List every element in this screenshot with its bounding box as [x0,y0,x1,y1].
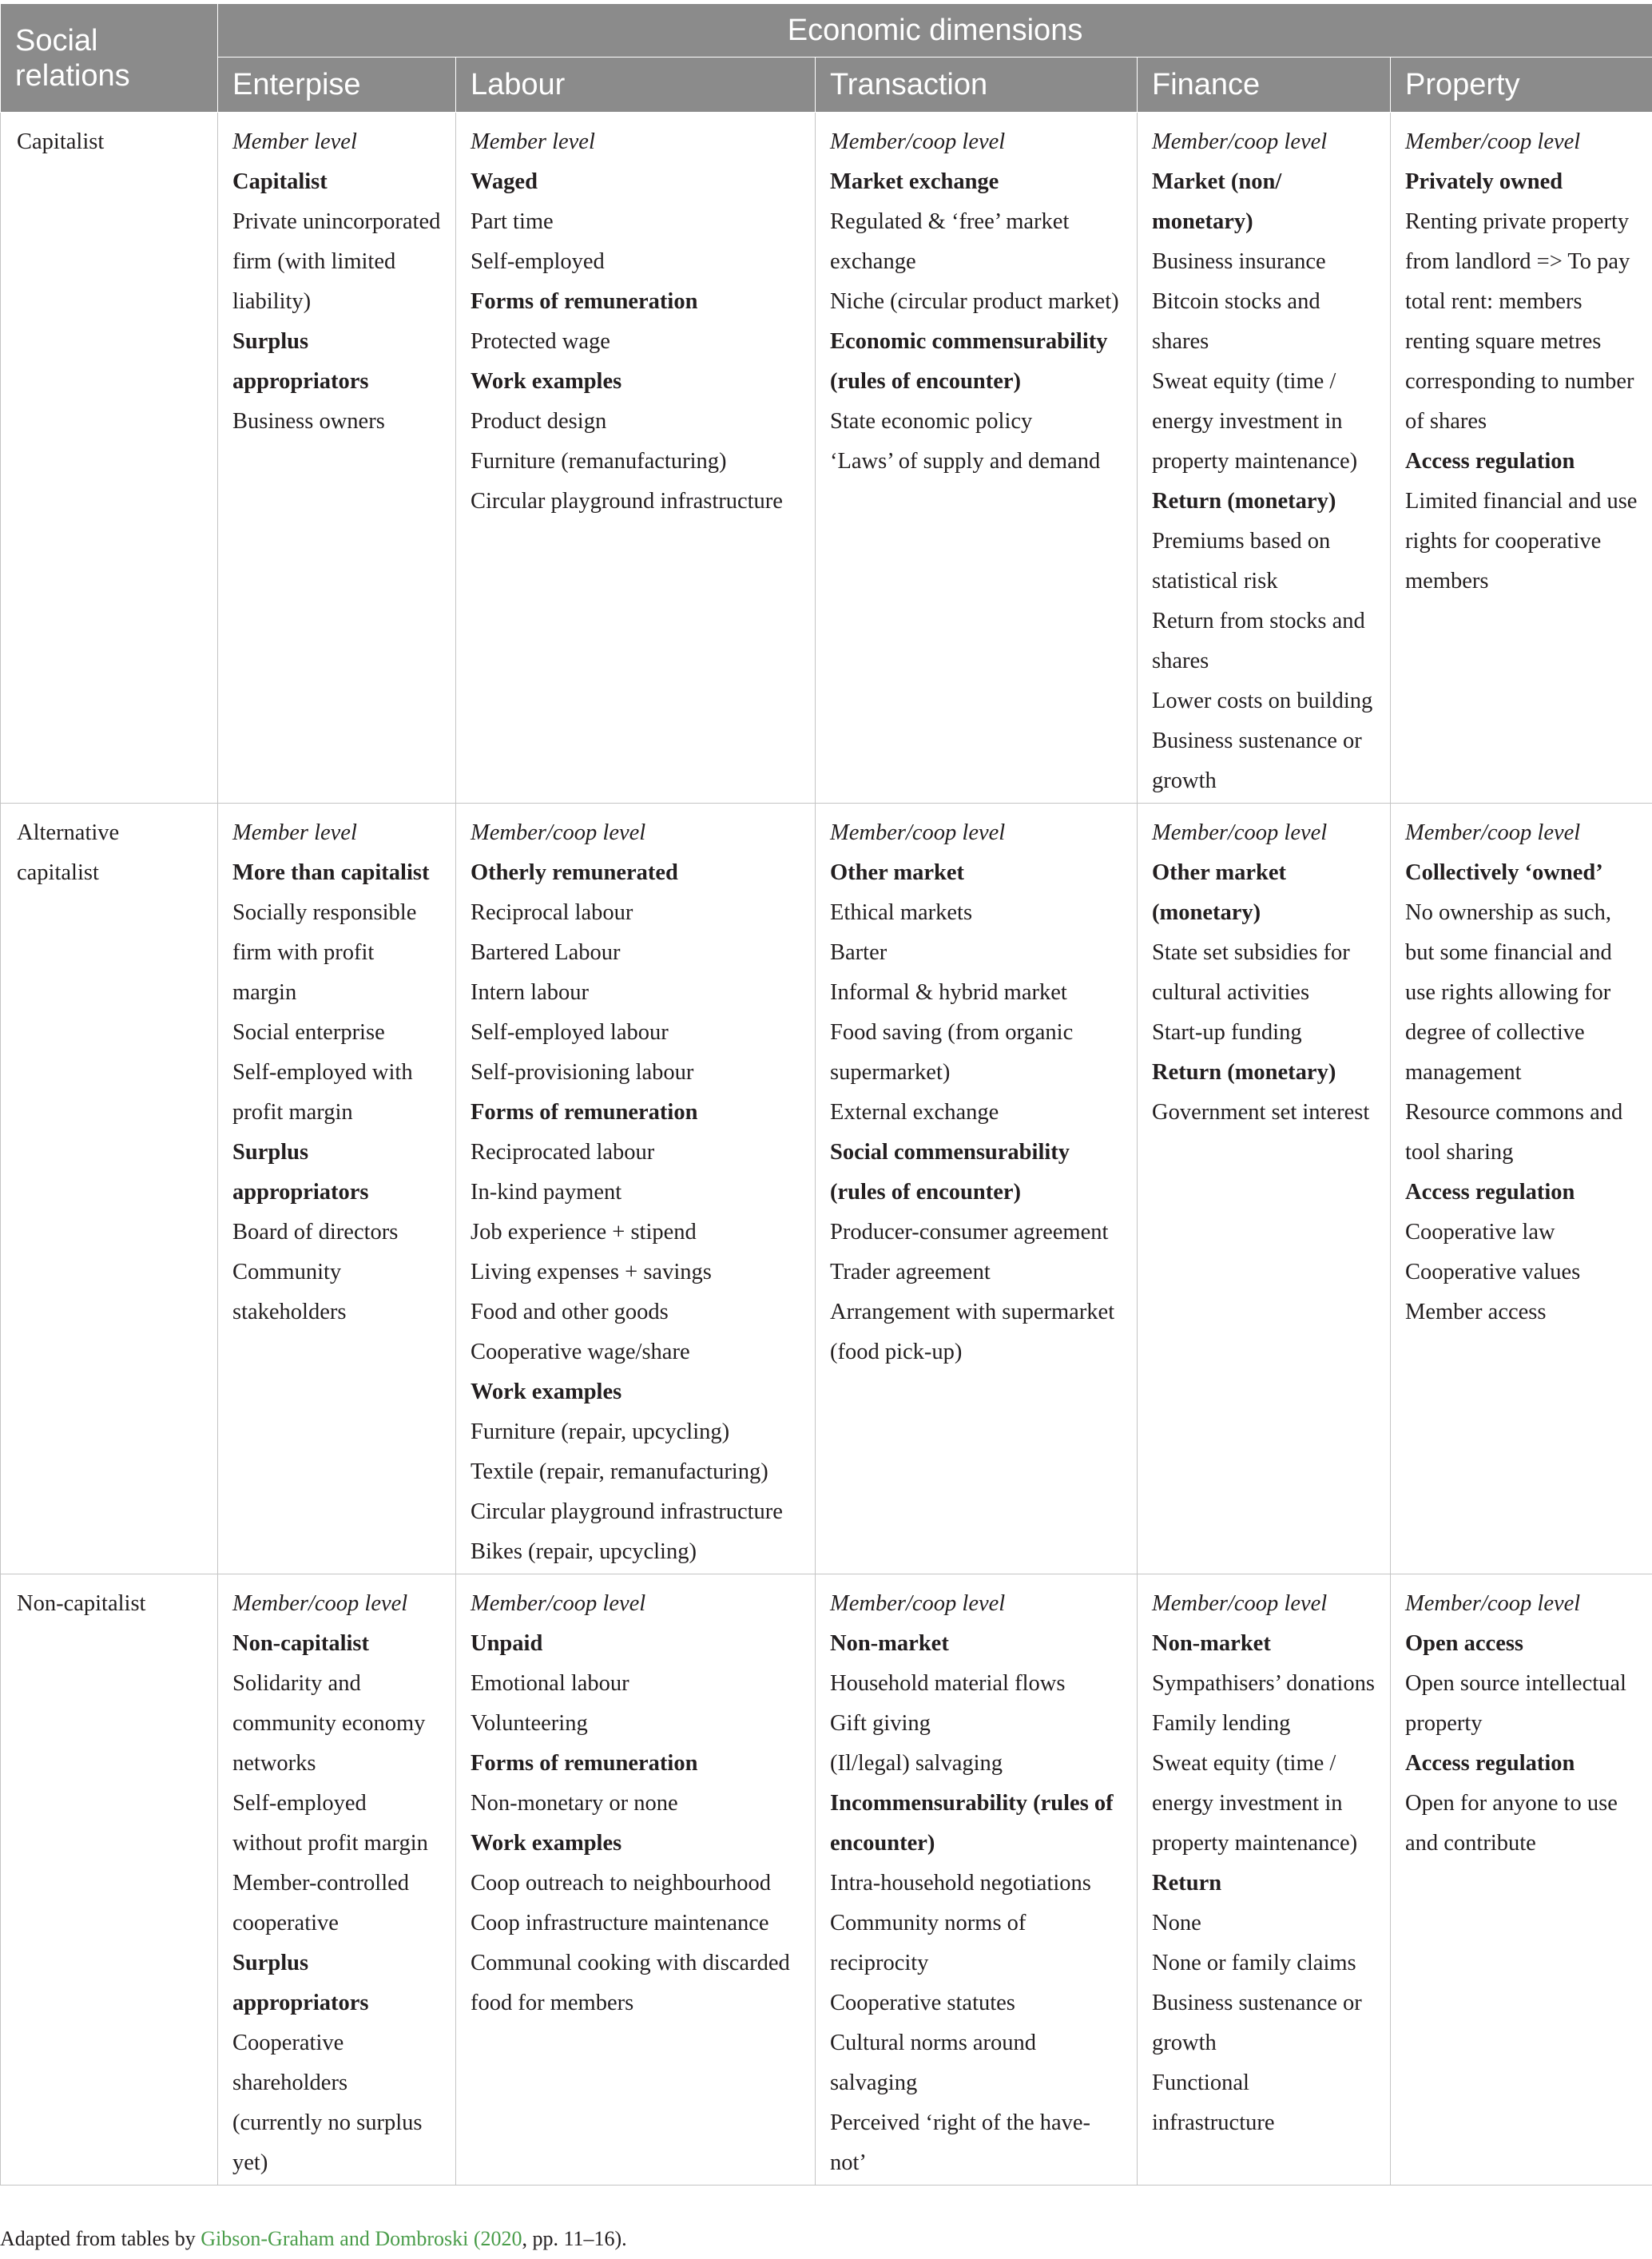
economic-dimensions-header: Economic dimensions [218,4,1652,58]
level-label: Member level [471,129,595,154]
item-text: State economic policy [830,409,1033,434]
cell-finance [1138,113,1391,804]
item-text: Sweat equity (time / energy investment in property maintenance) [1152,369,1358,474]
category-heading: Market (non/ monetary) [1152,169,1282,234]
item-text: Start-up funding [1152,1020,1302,1045]
item-text: Solidarity and community economy networks [232,1671,426,1776]
item-text: Cultural norms around salvaging [830,2031,1037,2095]
item-text: Volunteering [471,1711,588,1736]
table-row-non-capitalist [1,1574,1652,2186]
header-row-top [1,4,1652,58]
item-text: Open for anyone to use and contribute [1405,1791,1618,1856]
level-label: Member/coop level [830,129,1006,154]
category-heading: Forms of remuneration [471,1751,698,1776]
footnote-prefix: Adapted from tables by [0,2227,201,2250]
category-heading: Access regulation [1405,449,1575,474]
category-heading: Access regulation [1405,1180,1575,1205]
category-heading: Forms of remuneration [471,1100,698,1125]
item-text: Family lending [1152,1711,1291,1736]
cell-transaction [816,113,1138,804]
category-heading: Work examples [471,1380,622,1404]
item-text: Self-employed without profit margin [232,1791,428,1856]
item-text: Intra-household negotiations [830,1871,1091,1896]
item-text: Board of directors [232,1220,399,1245]
table-row-capitalist [1,113,1652,804]
level-label: Member/coop level [232,1591,408,1616]
item-text: Informal & hybrid market [830,980,1067,1005]
level-label: Member/coop level [830,1591,1006,1616]
item-text: Self-employed with profit margin [232,1060,413,1125]
item-text: Business sustenance or growth [1152,729,1362,793]
item-text: Gift giving [830,1711,931,1736]
row-label: Non-capitalist [1,1574,218,2186]
category-heading: Social commensurability (rules of encounter) [830,1140,1070,1205]
category-heading: Incommensurability (rules of encounter) [830,1791,1114,1856]
level-label: Member/coop level [1405,1591,1581,1616]
citation-link[interactable]: Gibson-Graham and Dombroski (2020 [201,2227,522,2250]
item-text: Ethical markets [830,900,973,925]
category-heading: More than capitalist [232,860,430,885]
item-text: Cooperative statutes [830,1991,1015,2015]
item-text: None or family claims [1152,1951,1356,1975]
item-text: Government set interest [1152,1100,1370,1125]
level-label: Member/coop level [830,820,1006,845]
item-text: Open source intellectual property [1405,1671,1626,1736]
item-text: Job experience + stipend [471,1220,697,1245]
item-text: Lower costs on building [1152,689,1373,713]
category-heading: Market exchange [830,169,999,194]
item-text: Return from stocks and shares [1152,609,1365,673]
item-text: Intern labour [471,980,589,1005]
item-text: Sympathisers’ donations [1152,1671,1375,1696]
category-heading: Privately owned [1405,169,1563,194]
category-heading: Other market (monetary) [1152,860,1287,925]
column-header-enterprise: Enterpise [218,58,456,113]
item-text: Furniture (repair, upcycling) [471,1419,730,1444]
category-heading: Waged [471,169,538,194]
item-text: Producer-consumer agreement [830,1220,1109,1245]
category-heading: Work examples [471,369,622,394]
item-text: Furniture (remanufacturing) [471,449,727,474]
row-label: Alternative capitalist [1,804,218,1574]
social-relations-header: Social relations [1,4,218,113]
cell-transaction [816,804,1138,1574]
level-label: Member/coop level [471,1591,646,1616]
item-text: Bitcoin stocks and shares [1152,289,1320,354]
source-footnote [0,2227,627,2251]
item-text: Food saving (from organic supermarket) [830,1020,1074,1085]
item-text: Arrangement with supermarket (food pick-up) [830,1300,1115,1364]
item-text: Resource commons and tool sharing [1405,1100,1623,1165]
item-text: Regulated & ‘free’ market exchange [830,209,1070,274]
item-text: Reciprocal labour [471,900,633,925]
item-text: Self-employed [471,249,605,274]
item-text: Social enterprise [232,1020,385,1045]
item-text: Business sustenance or growth [1152,1991,1362,2055]
level-label: Member/coop level [1152,1591,1328,1616]
category-heading: Return (monetary) [1152,489,1336,514]
category-heading: Open access [1405,1631,1524,1656]
item-text: Non-monetary or none [471,1791,678,1816]
item-text: Community stakeholders [232,1260,347,1324]
level-label: Member/coop level [1152,129,1328,154]
column-header-finance: Finance [1138,58,1391,113]
category-heading: Non-market [830,1631,949,1656]
cell-enterprise [218,113,456,804]
level-label: Member/coop level [471,820,646,845]
item-text: Member-controlled cooperative [232,1871,410,1935]
item-text: Coop outreach to neighbourhood [471,1871,771,1896]
item-text: Emotional labour [471,1671,629,1696]
item-text: Community norms of reciprocity [830,1911,1027,1975]
item-text: External exchange [830,1100,999,1125]
cell-property [1391,1574,1652,2186]
item-text: Protected wage [471,329,610,354]
level-label: Member/coop level [1405,129,1581,154]
category-heading: Unpaid [471,1631,543,1656]
item-text: Circular playground infrastructure [471,489,783,514]
item-text: Product design [471,409,607,434]
category-heading: Surplus appropriators [232,1140,369,1205]
economy-table [0,3,1652,2186]
item-text: Self-provisioning labour [471,1060,694,1085]
level-label: Member level [232,129,357,154]
column-header-property: Property [1391,58,1652,113]
cell-property [1391,804,1652,1574]
item-text: In-kind payment [471,1180,622,1205]
category-heading: Surplus appropriators [232,1951,369,2015]
item-text: Self-employed labour [471,1020,669,1045]
category-heading: Capitalist [232,169,328,194]
cell-enterprise [218,1574,456,2186]
item-text: Cooperative law [1405,1220,1555,1245]
cell-finance [1138,804,1391,1574]
item-text: Food and other goods [471,1300,669,1324]
item-text: Household material flows [830,1671,1066,1696]
item-text: Bartered Labour [471,940,621,965]
level-label: Member/coop level [1405,820,1581,845]
item-text: Living expenses + savings [471,1260,712,1284]
header-row-dimensions [1,58,1652,113]
item-text: Member access [1405,1300,1547,1324]
item-text: Business insurance [1152,249,1326,274]
cell-labour [456,1574,816,2186]
item-text: Barter [830,940,888,965]
item-text: Cooperative shareholders (currently no surplus yet) [232,2031,423,2175]
item-text: (Il/legal) salvaging [830,1751,1003,1776]
row-label: Capitalist [1,113,218,804]
item-text: Part time [471,209,554,234]
item-text: ‘Laws’ of supply and demand [830,449,1101,474]
column-header-labour: Labour [456,58,816,113]
item-text: Coop infrastructure maintenance [471,1911,769,1935]
item-text: Limited financial and use rights for cooperative members [1405,489,1638,594]
item-text: Communal cooking with discarded food for members [471,1951,790,2015]
item-text: Bikes (repair, upcycling) [471,1539,697,1564]
cell-transaction [816,1574,1138,2186]
item-text: Functional infrastructure [1152,2070,1275,2135]
item-text: Textile (repair, remanufacturing) [471,1459,768,1484]
cell-finance [1138,1574,1391,2186]
item-text: Niche (circular product market) [830,289,1119,314]
item-text: Premiums based on statistical risk [1152,529,1331,594]
category-heading: Forms of remuneration [471,289,698,314]
item-text: Cooperative wage/share [471,1340,690,1364]
level-label: Member level [232,820,357,845]
category-heading: Collectively ‘owned’ [1405,860,1603,885]
cell-property [1391,113,1652,804]
category-heading: Return [1152,1871,1222,1896]
category-heading: Non-capitalist [232,1631,369,1656]
item-text: Perceived ‘right of the have-not’ [830,2110,1091,2175]
cell-labour [456,804,816,1574]
item-text: Sweat equity (time / energy investment in property maintenance) [1152,1751,1358,1856]
table-row-alternative-capitalist [1,804,1652,1574]
cell-enterprise [218,804,456,1574]
category-heading: Return (monetary) [1152,1060,1336,1085]
category-heading: Non-market [1152,1631,1271,1656]
footnote-suffix: , pp. 11–16). [522,2227,627,2250]
item-text: Private unincorporated firm (with limited liability) [232,209,441,314]
item-text: State set subsidies for cultural activities [1152,940,1350,1005]
item-text: Socially responsible firm with profit margin [232,900,417,1005]
item-text: Trader agreement [830,1260,991,1284]
level-label: Member/coop level [1152,820,1328,845]
item-text: Cooperative values [1405,1260,1581,1284]
column-header-transaction: Transaction [816,58,1138,113]
item-text: Renting private property from landlord => To pay total rent: members renting square metres corresponding to number of shares [1405,209,1634,434]
category-heading: Otherly remunerated [471,860,678,885]
item-text: Circular playground infrastructure [471,1499,783,1524]
item-text: No ownership as such, but some financial and use rights allowing for degree of collective management [1405,900,1612,1085]
category-heading: Other market [830,860,965,885]
category-heading: Economic commensurability (rules of encounter) [830,329,1108,394]
item-text: None [1152,1911,1201,1935]
category-heading: Surplus appropriators [232,329,369,394]
item-text: Reciprocated labour [471,1140,655,1165]
cell-labour [456,113,816,804]
item-text: Business owners [232,409,385,434]
category-heading: Work examples [471,1831,622,1856]
category-heading: Access regulation [1405,1751,1575,1776]
